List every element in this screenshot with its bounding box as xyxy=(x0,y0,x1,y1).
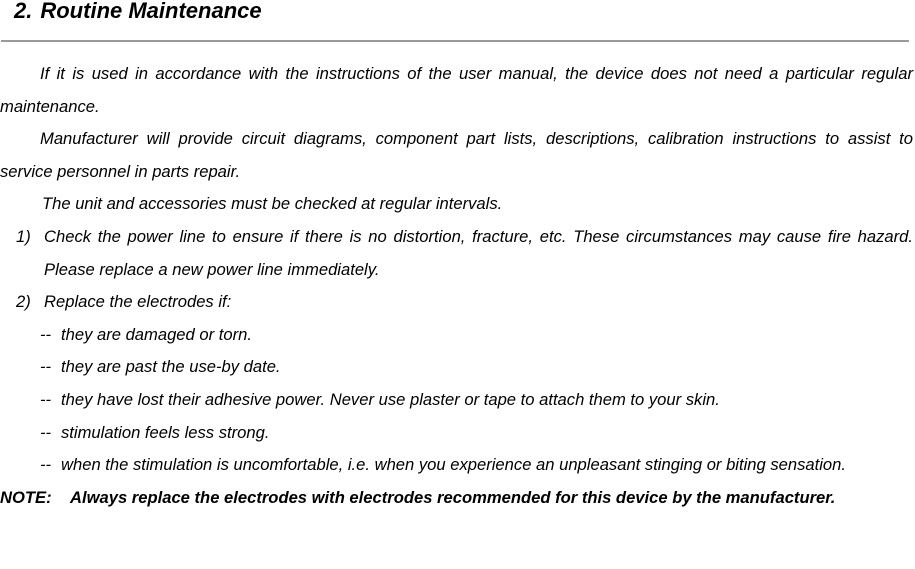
list-item-replace-electrodes xyxy=(0,286,913,319)
note-block xyxy=(0,482,913,515)
condition-text: they are past the use-by date. xyxy=(61,357,281,377)
condition-text: they are damaged or torn. xyxy=(61,324,252,344)
section-number: 2. xyxy=(14,0,33,23)
list-item-text: Replace the electrodes if: xyxy=(44,292,232,312)
dash-marker: -- xyxy=(40,422,52,442)
paragraph-maintenance-not-needed: If it is used in accordance with the instructions of the user manual, the device does not need a particular regular maintenance. xyxy=(0,64,913,116)
paragraph-regular-checks: The unit and accessories must be checked at regular intervals. xyxy=(42,194,503,214)
condition-item xyxy=(0,384,913,417)
list-item-text: Check the power line to ensure if there is no distortion, fracture, etc. These circumstances may cause fire hazard. Please replace a new power line immediately. xyxy=(44,226,913,279)
note-text: Always replace the electrodes with electrodes recommended for this device by the manufacturer. xyxy=(70,487,836,507)
condition-item xyxy=(0,351,913,384)
condition-item xyxy=(0,319,913,352)
paragraph-service-documents: Manufacturer will provide circuit diagrams, component part lists, descriptions, calibration instructions to assist to service personnel in parts repair. xyxy=(0,129,913,181)
dash-marker: -- xyxy=(40,455,52,475)
section-title: Routine Maintenance xyxy=(40,0,262,23)
condition-item xyxy=(0,449,913,482)
list-marker: 2) xyxy=(16,292,31,312)
condition-text: stimulation feels less strong. xyxy=(61,422,270,442)
dash-marker: -- xyxy=(40,357,52,377)
dash-marker: -- xyxy=(40,389,52,409)
condition-text: they have lost their adhesive power. Never use plaster or tape to attach them to your skin. xyxy=(61,389,720,409)
heading-divider xyxy=(1,40,909,42)
list-item-power-line xyxy=(0,221,913,286)
condition-text: when the stimulation is uncomfortable, i.e. when you experience an unpleasant stinging or biting sensation. xyxy=(61,455,846,475)
list-marker: 1) xyxy=(16,226,31,246)
document-body xyxy=(0,58,913,514)
section-heading xyxy=(14,0,262,25)
note-label: NOTE: xyxy=(0,487,52,507)
dash-marker: -- xyxy=(40,324,52,344)
condition-item xyxy=(0,417,913,450)
